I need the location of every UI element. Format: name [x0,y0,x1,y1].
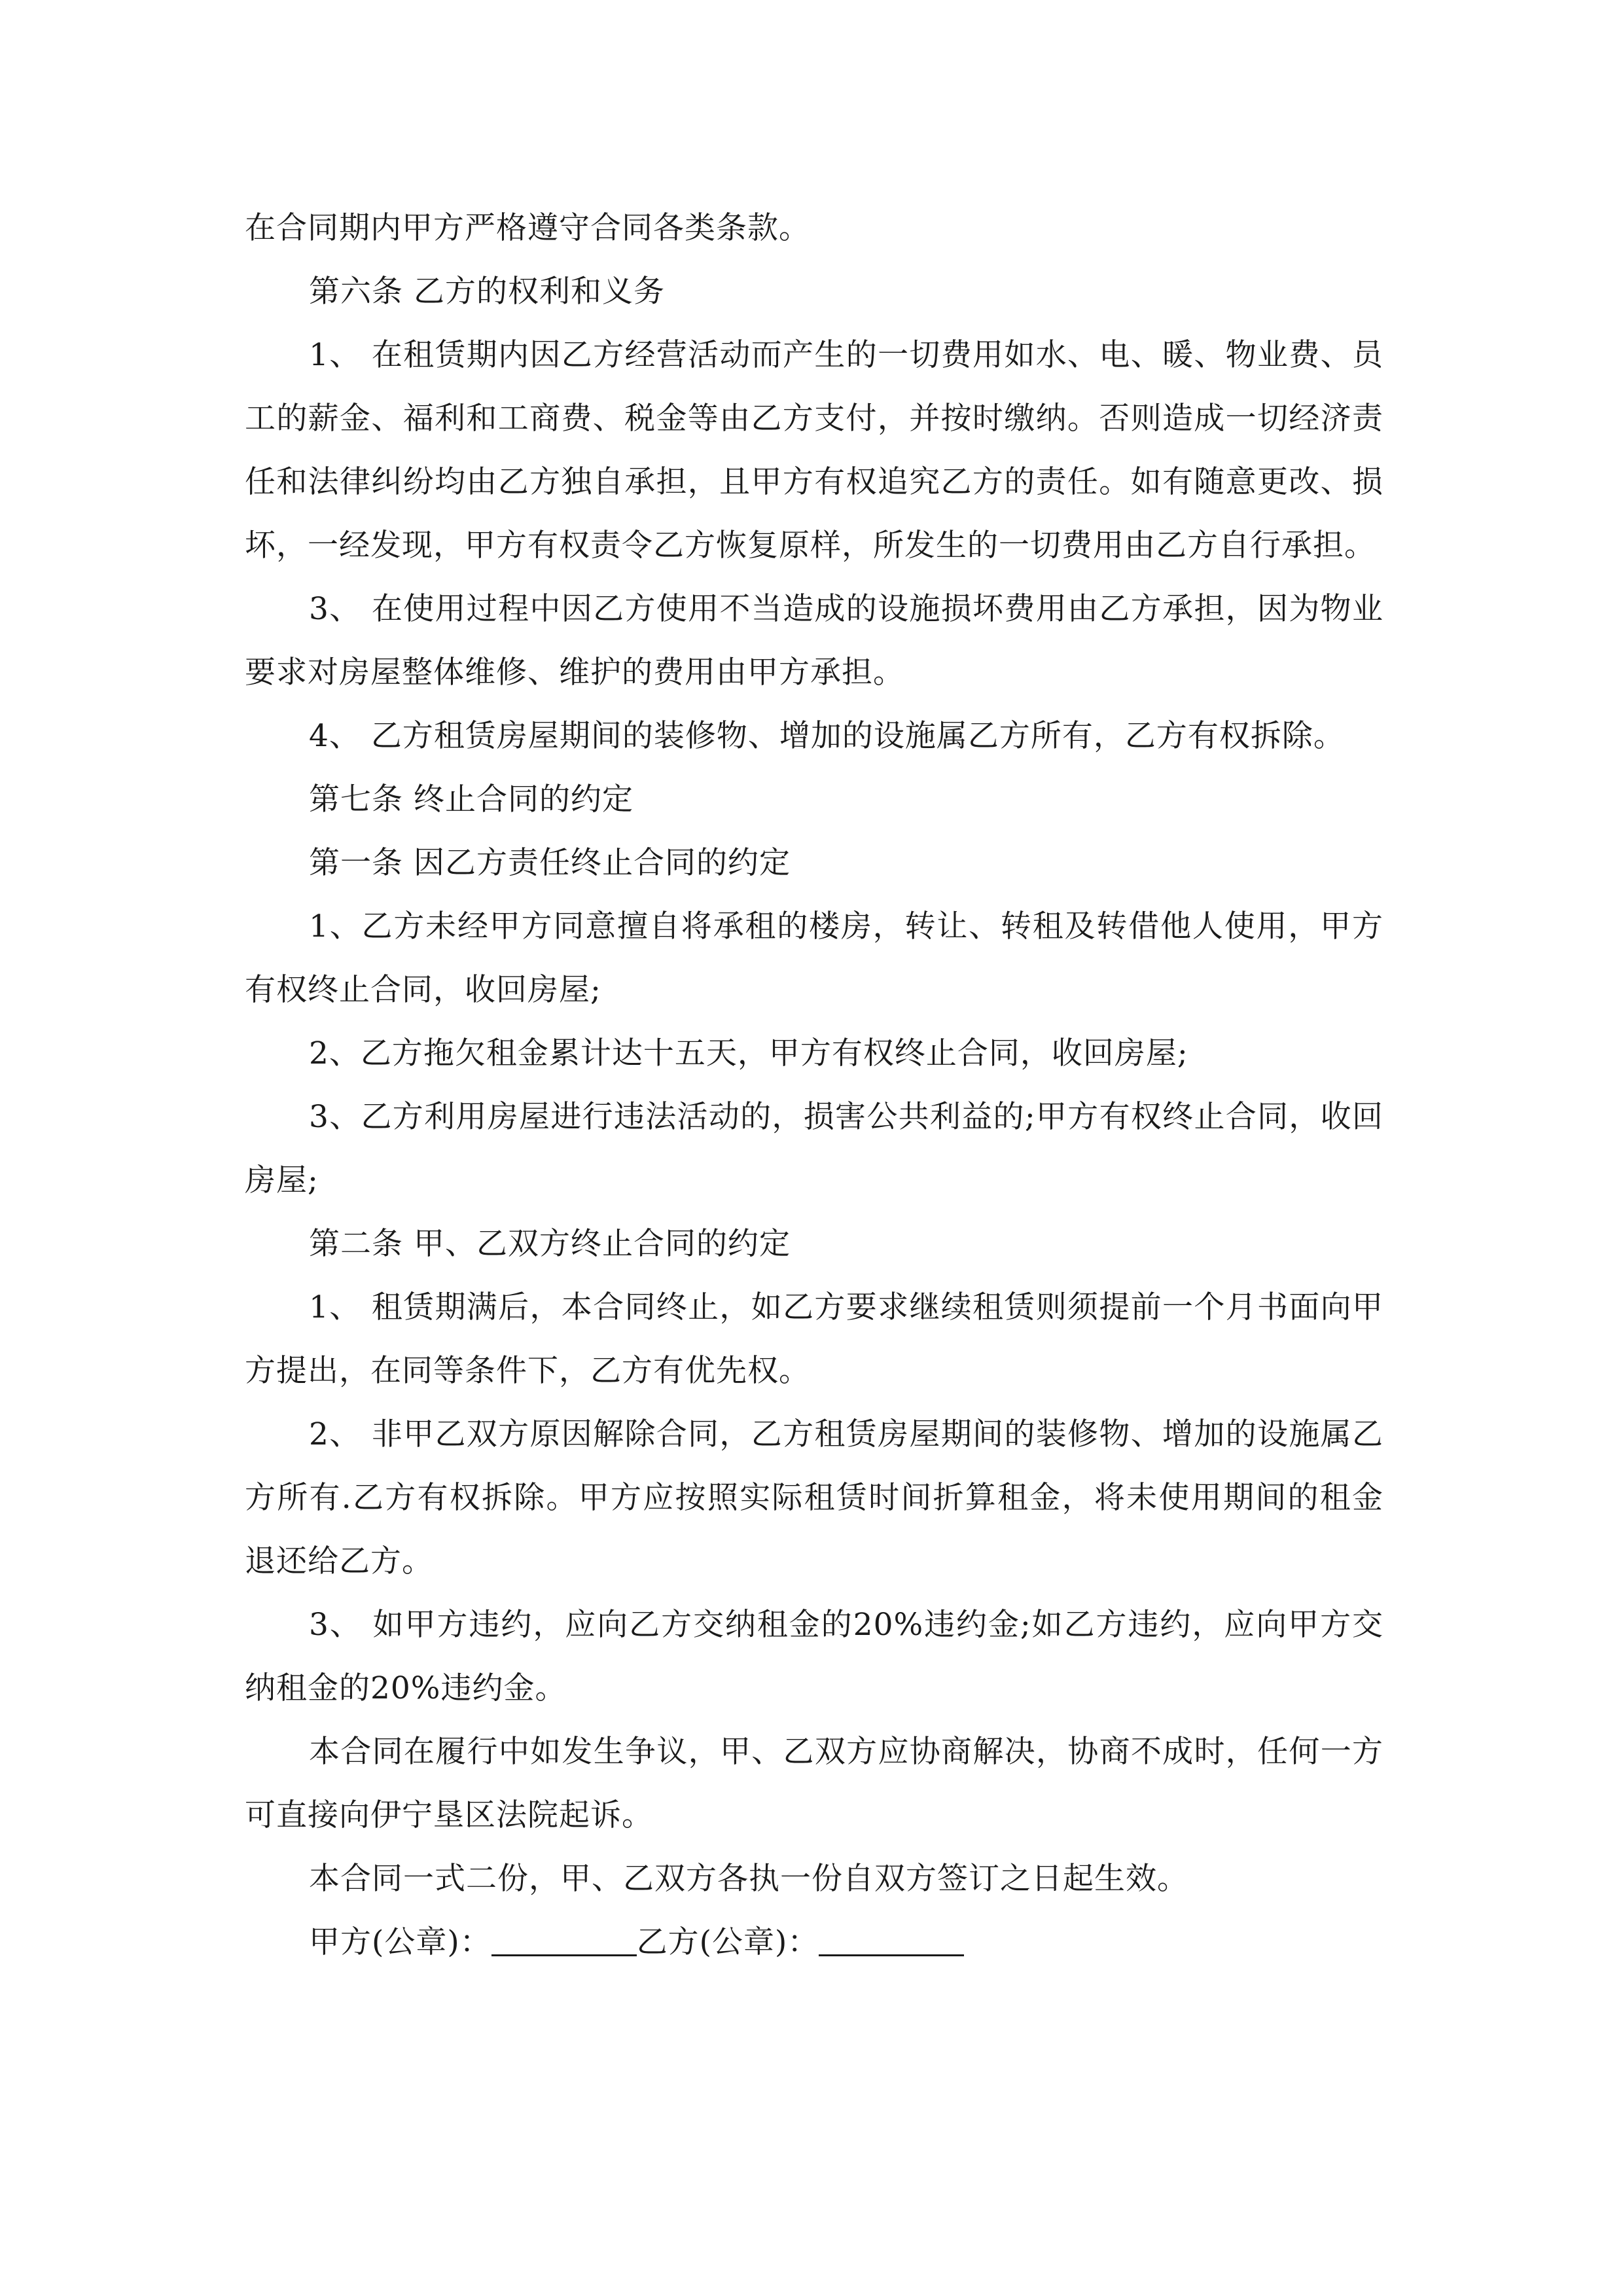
clause-paragraph: 2、乙方拖欠租金累计达十五天，甲方有权终止合同，收回房屋; [309,1035,1188,1071]
clause-paragraph: 1、 租赁期满后，本合同终止，如乙方要求继续租赁则须提前一个月书面向甲方提出，在同等条件下，乙方有优先权。 [245,1289,1383,1389]
document-body [245,196,1383,1974]
party-b-signature-blank [819,1919,964,1956]
party-b-label: 乙方(公章)： [636,1924,819,1960]
clause-paragraph: 3、 在使用过程中因乙方使用不当造成的设施损坏费用由乙方承担，因为物业要求对房屋整体维修、维护的费用由甲方承担。 [245,591,1383,691]
clause-paragraph: 3、乙方利用房屋进行违法活动的，损害公共利益的;甲方有权终止合同，收回房屋; [245,1099,1383,1198]
effect-paragraph: 本合同一式二份，甲、乙双方各执一份自双方签订之日起生效。 [309,1861,1188,1897]
clause-paragraph: 3、 如甲方违约，应向乙方交纳租金的20%违约金;如乙方违约，应向甲方交纳租金的20%违约金。 [245,1607,1384,1706]
clause-paragraph: 1、乙方未经甲方同意擅自将承租的楼房，转让、转租及转借他人使用，甲方有权终止合同，收回房屋; [245,908,1383,1008]
dispute-paragraph: 本合同在履行中如发生争议，甲、乙双方应协商解决，协商不成时，任何一方可直接向伊宁垦区法院起诉。 [245,1734,1383,1833]
signature-line [245,1910,1383,1974]
subsection-heading-2: 第二条 甲、乙双方终止合同的约定 [309,1226,791,1262]
subsection-heading-1: 第一条 因乙方责任终止合同的约定 [309,845,791,881]
clause-paragraph: 1、 在租赁期内因乙方经营活动而产生的一切费用如水、电、暖、物业费、员工的薪金、福利和工商费、税金等由乙方支付，并按时缴纳。否则造成一切经济责任和法律纠纷均由乙方独自承担，且甲方有权追究乙方的责任。如有随意更改、损坏，一经发现，甲方有权责令乙方恢复原样，所发生的一切费用由乙方自行承担。 [245,337,1383,564]
section-heading-article-6: 第六条 乙方的权利和义务 [309,274,665,310]
continuation-paragraph: 在合同期内甲方严格遵守合同各类条款。 [245,210,810,246]
clause-paragraph: 2、 非甲乙双方原因解除合同，乙方租赁房屋期间的装修物、增加的设施属乙方所有.乙方有权拆除。甲方应按照实际租赁时间折算租金，将未使用期间的租金退还给乙方。 [245,1416,1383,1579]
section-heading-article-7: 第七条 终止合同的约定 [309,781,633,817]
party-a-label: 甲方(公章)： [309,1924,491,1960]
party-a-signature-blank [491,1919,637,1956]
clause-paragraph: 4、 乙方租赁房屋期间的装修物、增加的设施属乙方所有，乙方有权拆除。 [309,718,1345,754]
